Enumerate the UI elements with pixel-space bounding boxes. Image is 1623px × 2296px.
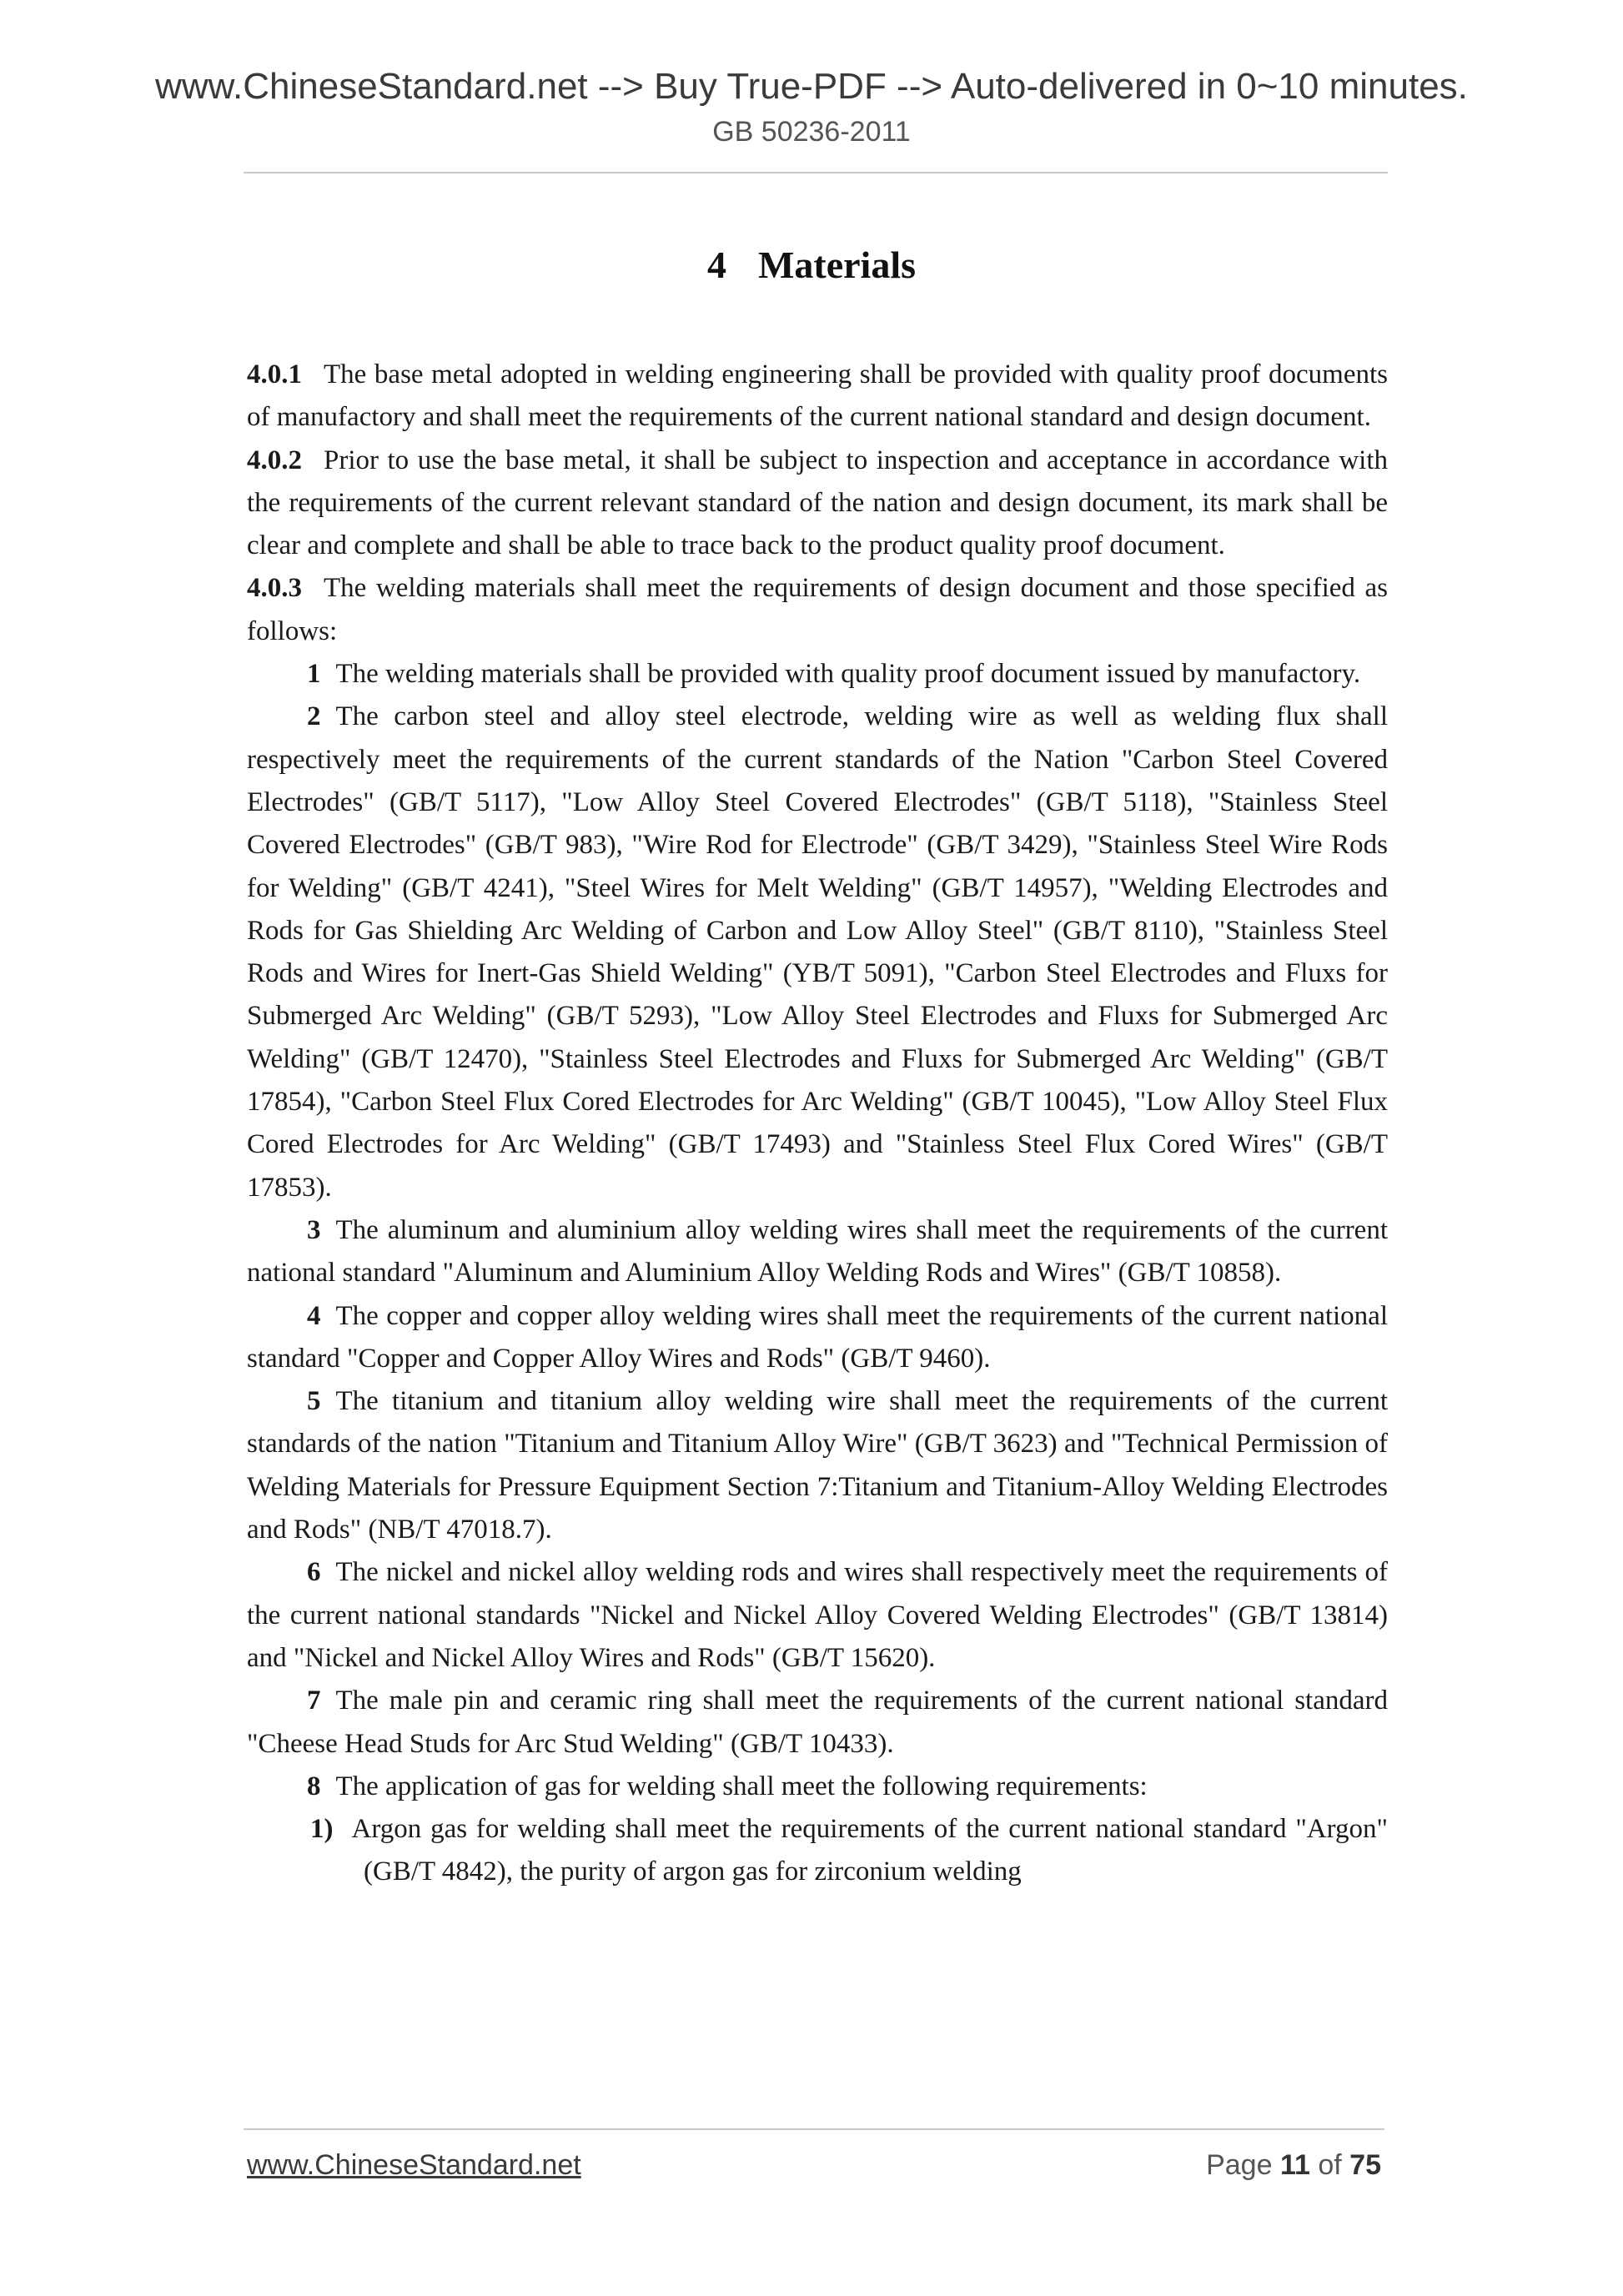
clause [247,354,1388,440]
clause-number: 4.0.2 [247,445,302,475]
list-item [247,1380,1388,1551]
header-banner[interactable]: www.ChineseStandard.net --> Buy True-PDF --> Auto-delivered in 0~10 minutes. [155,66,1468,107]
item-number: 8 [307,1771,321,1801]
page-of-label: of [1318,2149,1342,2181]
item-number: 1 [307,659,321,690]
item-text: The copper and copper alloy welding wires shall meet the requirements of the current national standard "Copper and Copper Alloy Wires and Rods" (GB/T 9460). [247,1300,1388,1374]
clause-text: The welding materials shall meet the requirements of design document and those specified as follows: [247,573,1388,646]
standard-code: GB 50236-2011 [712,116,911,148]
page-indicator [1206,2148,1381,2182]
item-number: 3 [307,1214,321,1245]
header-divider [244,172,1388,173]
item-number: 6 [307,1557,321,1588]
item-number: 5 [307,1386,321,1417]
item-text: The carbon steel and alloy steel electrode, welding wire as well as welding flux shall respectively meet the requirements of the current standards of the Nation "Carbon Steel Covered Electrodes" (GB/T 5117), "Low Alloy Steel Covered Electrodes" (GB/T 5118), "Stainless Steel Covered Electrodes" (GB/T 983), "Wire Rod for Electrode" (GB/T 3429), "Stainless Steel Wire Rods for Welding" (GB/T 4241), "Steel Wires for Melt Welding" (GB/T 14957), "Welding Electrodes and Rods for Gas Shielding Arc Welding of Carbon and Low Alloy Steel" (GB/T 8110), "Stainless Steel Rods and Wires for Inert-Gas Shield Welding" (YB/T 5091), "Carbon Steel Electrodes and Fluxs for Submerged Arc Welding" (GB/T 5293), "Low Alloy Steel Electrodes and Fluxs for Submerged Arc Welding" (GB/T 12470), "Stainless Steel Electrodes and Fluxs for Submerged Arc Welding" (GB/T 17854), "Carbon Steel Flux Cored Electrodes for Arc Welding" (GB/T 10045), "Low Alloy Steel Flux Cored Electrodes for Arc Welding" (GB/T 17493) and "Stainless Steel Flux Cored Wires" (GB/T 17853). [247,701,1388,1203]
item-number: 7 [307,1686,321,1716]
list-item [247,1766,1388,1808]
item-text: The titanium and titanium alloy welding wire shall meet the requirements of the current standards of the nation "Titanium and Titanium Alloy Wire" (GB/T 3623) and "Technical Permission of Welding Materials for Pressure Equipment Section 7:Titanium and Titanium-Alloy Welding Electrodes and Rods" (NB/T 47018.7). [247,1386,1388,1545]
clause-text: Prior to use the base metal, it shall be subject to inspection and acceptance in accordance with the requirements of the current relevant standard of the nation and design document, its mark shall be clear and complete and shall be able to trace back to the product quality proof document. [247,445,1388,561]
item-text: The application of gas for welding shall meet the following requirements: [335,1771,1148,1801]
subitem-text: Argon gas for welding shall meet the requirements of the current national standard "Argon" (GB/T 4842), the purity of argon gas for zirconium welding [351,1814,1388,1887]
list-item [247,653,1388,696]
footer-website-link[interactable]: www.ChineseStandard.net [247,2149,581,2181]
current-page-number: 11 [1279,2149,1310,2181]
section-title-text: Materials [757,244,917,286]
list-item [247,1209,1388,1295]
total-page-count: 75 [1349,2149,1381,2181]
item-text: The aluminum and aluminium alloy welding wires shall meet the requirements of the current national standard "Aluminum and Aluminium Alloy Welding Rods and Wires" (GB/T 10858). [247,1214,1388,1289]
clause-number: 4.0.1 [247,359,302,389]
clause [247,567,1388,653]
sub-list-item [247,1808,1388,1894]
section-number: 4 [706,244,726,286]
document-body [247,354,1388,1894]
list-item [247,696,1388,1209]
item-text: The male pin and ceramic ring shall meet the requirements of the current national standard "Cheese Head Studs for Arc Stud Welding" (GB/T 10433). [247,1686,1388,1759]
list-item [247,1680,1388,1766]
item-number: 2 [307,701,321,732]
page-label: Page [1206,2149,1273,2181]
item-number: 4 [307,1300,321,1331]
footer-divider [244,2128,1384,2130]
section-title [0,242,1623,289]
list-item [247,1551,1388,1680]
clause-text: The base metal adopted in welding engineering shall be provided with quality proof documents of manufactory and shall meet the requirements of the current national standard and design document. [247,359,1388,433]
list-item [247,1295,1388,1381]
item-text: The welding materials shall be provided with quality proof document issued by manufactory. [335,659,1361,690]
clause [247,440,1388,568]
clause-number: 4.0.3 [247,573,302,604]
subitem-number: 1) [310,1814,334,1845]
item-text: The nickel and nickel alloy welding rods and wires shall respectively meet the requirements of the current national standards "Nickel and Nickel Alloy Covered Welding Electrodes" (GB/T 13814) and "Nickel and Nickel Alloy Wires and Rods" (GB/T 15620). [247,1557,1388,1673]
